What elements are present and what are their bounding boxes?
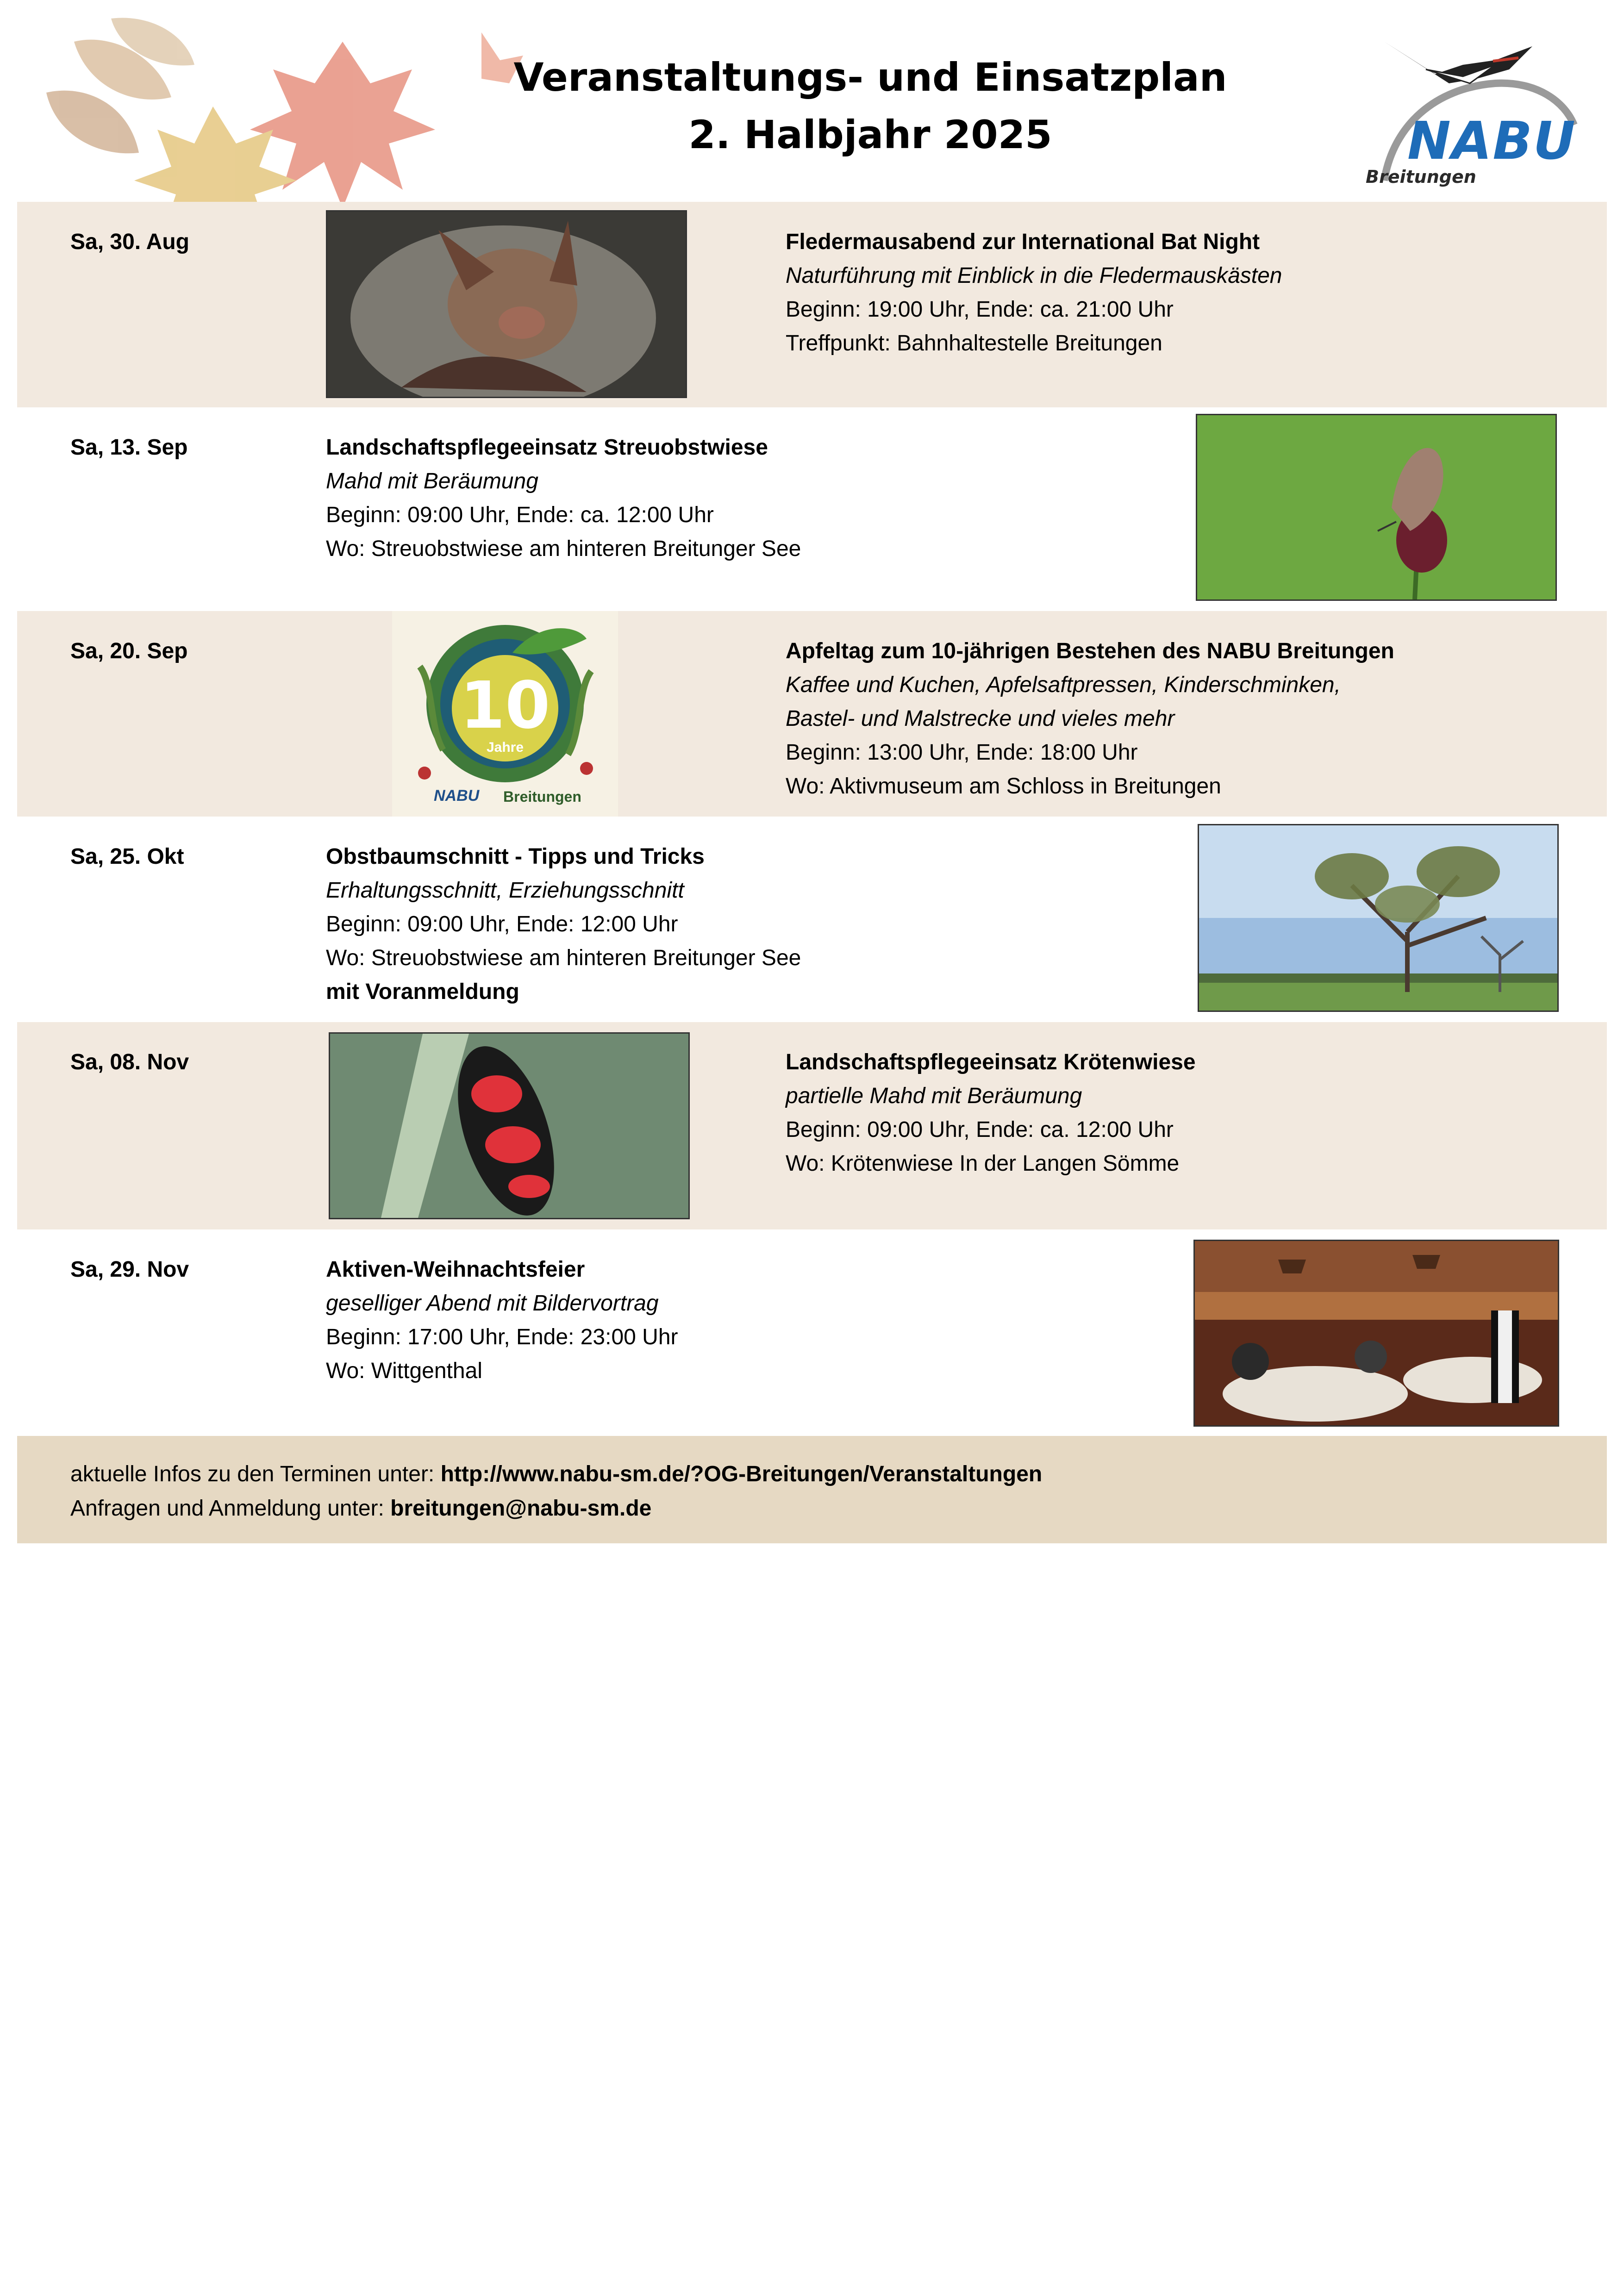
event-row [17,202,1607,407]
anniversary-badge [392,611,618,817]
event-title: Landschaftspflegeeinsatz Streuobstwiese [326,435,768,460]
event-row [17,407,1607,611]
event-title: Landschaftspflegeeinsatz Krötenwiese [786,1050,1196,1074]
badge-nabu: NABU [434,787,480,805]
event-place: Treffpunkt: Bahnhaltestelle Breitungen [786,331,1162,356]
event-date: Sa, 20. Sep [70,639,188,663]
event-date: Sa, 29. Nov [70,1257,189,1282]
event-row [17,1229,1607,1436]
nabu-logo [1356,32,1597,190]
event-time: Beginn: 09:00 Uhr, Ende: ca. 12:00 Uhr [326,503,714,527]
event-subtitle: Mahd mit Beräumung [326,469,538,493]
title-line-1: Veranstaltungs- und Einsatzplan [513,55,1227,100]
event-subtitle: Naturführung mit Einblick in die Fledermauskästen [786,263,1282,288]
event-subtitle: partielle Mahd mit Beräumung [786,1084,1082,1108]
page-title [324,49,1417,163]
event-place: Wo: Aktivmuseum am Schloss in Breitungen [786,774,1221,799]
event-row [17,611,1607,817]
restaurant-photo [1193,1240,1559,1427]
event-subtitle: Bastel- und Malstrecke und vieles mehr [786,706,1175,731]
footer-info-label: aktuelle Infos zu den Terminen unter: [70,1462,441,1486]
title-line-2: 2. Halbjahr 2025 [688,112,1052,157]
badge-town: Breitungen [503,788,581,805]
event-time: Beginn: 17:00 Uhr, Ende: 23:00 Uhr [326,1325,678,1349]
event-time: Beginn: 09:00 Uhr, Ende: 12:00 Uhr [326,912,678,936]
event-place: Wo: Krötenwiese In der Langen Sömme [786,1151,1180,1176]
event-time: Beginn: 19:00 Uhr, Ende: ca. 21:00 Uhr [786,297,1174,322]
badge-number: 10 [460,668,550,743]
event-title: Apfeltag zum 10-jährigen Bestehen des NABU Breitungen [786,639,1394,663]
froghopper-photo [329,1032,690,1219]
event-place: Wo: Wittgenthal [326,1359,482,1383]
event-details [326,430,801,566]
badge-word: Jahre [486,740,524,755]
event-row [17,817,1607,1022]
logo-subtitle: Breitungen [1366,167,1476,187]
event-subtitle: geselliger Abend mit Bildervortrag [326,1291,659,1316]
event-place: Wo: Streuobstwiese am hinteren Breitunger See [326,537,801,561]
event-details [786,225,1282,360]
tree-photo [1198,824,1559,1012]
event-row [17,1022,1607,1229]
event-details [326,840,801,1009]
event-title: Fledermausabend zur International Bat Night [786,230,1260,254]
footer-info [17,1436,1607,1543]
event-details [786,634,1394,803]
event-place: Wo: Streuobstwiese am hinteren Breitunger See [326,946,801,970]
event-time: Beginn: 13:00 Uhr, Ende: 18:00 Uhr [786,740,1138,765]
event-date: Sa, 25. Okt [70,844,184,869]
footer-line-info [70,1457,1042,1491]
event-title: Aktiven-Weihnachtsfeier [326,1257,585,1282]
event-date: Sa, 08. Nov [70,1050,189,1074]
footer-info-link[interactable]: http://www.nabu-sm.de/?OG-Breitungen/Veranstaltungen [440,1462,1043,1486]
footer-contact-email[interactable]: breitungen@nabu-sm.de [390,1496,652,1521]
footer-contact-label: Anfragen und Anmeldung unter: [70,1496,391,1521]
event-date: Sa, 30. Aug [70,230,189,254]
event-note: mit Voranmeldung [326,980,519,1004]
footer-line-contact [70,1491,651,1525]
event-subtitle: Kaffee und Kuchen, Apfelsaftpressen, Kinderschminken, [786,673,1341,697]
event-title: Obstbaumschnitt - Tipps und Tricks [326,844,705,869]
event-date: Sa, 13. Sep [70,435,188,460]
event-time: Beginn: 09:00 Uhr, Ende: ca. 12:00 Uhr [786,1117,1174,1142]
event-details [786,1045,1196,1180]
butterfly-photo [1196,414,1557,601]
logo-word: NABU [1407,111,1576,171]
bat-photo [326,210,687,398]
event-subtitle: Erhaltungsschnitt, Erziehungsschnitt [326,878,684,903]
event-details [326,1253,678,1388]
